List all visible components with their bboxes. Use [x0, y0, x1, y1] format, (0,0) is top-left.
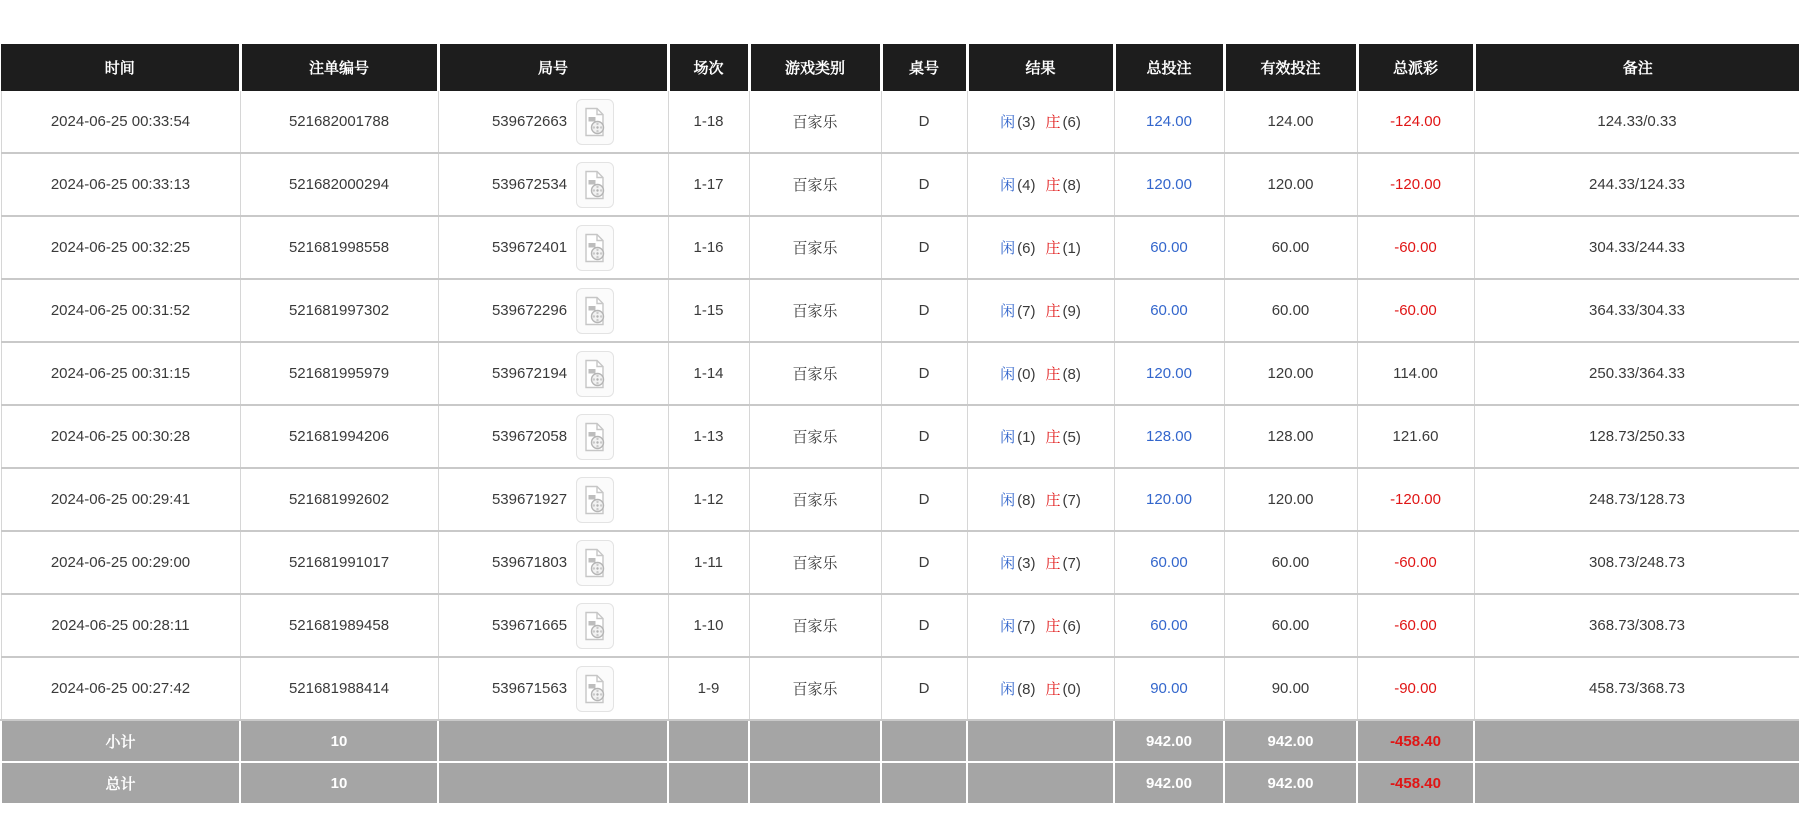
- video-replay-icon: [583, 422, 607, 452]
- video-replay-button[interactable]: [576, 477, 614, 523]
- round-number: 539671563: [491, 680, 568, 697]
- cell-remark: 368.73/308.73: [1474, 594, 1799, 657]
- table-row: [1, 405, 1799, 468]
- grandtotal-row-result-empty: [967, 762, 1114, 804]
- result-player-score: (7): [1017, 303, 1036, 320]
- round-number: 539672194: [491, 365, 568, 382]
- cell-total-bet: 60.00: [1114, 594, 1224, 657]
- cell-time: 2024-06-25 00:29:41: [1, 468, 240, 531]
- cell-payout: -60.00: [1357, 279, 1474, 342]
- cell-remark: 124.33/0.33: [1474, 91, 1799, 153]
- video-replay-button[interactable]: [576, 225, 614, 271]
- cell-total-bet: 128.00: [1114, 405, 1224, 468]
- cell-payout: -60.00: [1357, 594, 1474, 657]
- cell-total-bet: 120.00: [1114, 342, 1224, 405]
- round-number: 539672058: [491, 428, 568, 445]
- column-header-table-no: 桌号: [881, 44, 967, 91]
- subtotal-row-count: 10: [240, 720, 438, 762]
- grandtotal-row-count: 10: [240, 762, 438, 804]
- video-replay-button[interactable]: [576, 162, 614, 208]
- grandtotal-row-game-type-empty: [749, 762, 881, 804]
- round-cell-inner: [440, 540, 667, 586]
- result-player-score: (6): [1017, 240, 1036, 257]
- cell-remark: 128.73/250.33: [1474, 405, 1799, 468]
- cell-payout: -90.00: [1357, 657, 1474, 720]
- video-replay-button[interactable]: [576, 603, 614, 649]
- round-cell-inner: [440, 99, 667, 145]
- subtotal-row-result-empty: [967, 720, 1114, 762]
- table-row: [1, 91, 1799, 153]
- cell-round-id: [438, 531, 668, 594]
- column-header-result: 结果: [967, 44, 1114, 91]
- cell-session: 1-17: [668, 153, 749, 216]
- cell-bet-id: 521682000294: [240, 153, 438, 216]
- cell-payout: -124.00: [1357, 91, 1474, 153]
- table-body: [1, 91, 1799, 720]
- result-banker-score: (7): [1062, 492, 1081, 509]
- result-banker-label: 庄: [1045, 114, 1061, 131]
- result-player-label: 闲: [1000, 681, 1016, 698]
- round-number: 539672534: [491, 176, 568, 193]
- cell-valid-bet: 120.00: [1224, 153, 1357, 216]
- cell-time: 2024-06-25 00:32:25: [1, 216, 240, 279]
- table-row: [1, 279, 1799, 342]
- video-replay-button[interactable]: [576, 414, 614, 460]
- cell-game-type: 百家乐: [749, 342, 881, 405]
- cell-total-bet: 120.00: [1114, 153, 1224, 216]
- cell-game-type: 百家乐: [749, 216, 881, 279]
- video-replay-icon: [583, 107, 607, 137]
- cell-bet-id: 521681998558: [240, 216, 438, 279]
- result-player-label: 闲: [1000, 240, 1016, 257]
- cell-round-id: [438, 657, 668, 720]
- cell-game-type: 百家乐: [749, 153, 881, 216]
- cell-result: [967, 531, 1114, 594]
- result-banker-score: (8): [1062, 366, 1081, 383]
- grandtotal-row-total-bet: 942.00: [1114, 762, 1224, 804]
- cell-session: 1-14: [668, 342, 749, 405]
- cell-time: 2024-06-25 00:33:54: [1, 91, 240, 153]
- cell-valid-bet: 90.00: [1224, 657, 1357, 720]
- result-banker-label: 庄: [1045, 492, 1061, 509]
- result-banker-score: (9): [1062, 303, 1081, 320]
- cell-session: 1-16: [668, 216, 749, 279]
- cell-valid-bet: 128.00: [1224, 405, 1357, 468]
- cell-round-id: [438, 279, 668, 342]
- video-replay-icon: [583, 296, 607, 326]
- round-cell-inner: [440, 225, 667, 271]
- result-player-score: (0): [1017, 366, 1036, 383]
- video-replay-button[interactable]: [576, 351, 614, 397]
- cell-valid-bet: 124.00: [1224, 91, 1357, 153]
- cell-total-bet: 120.00: [1114, 468, 1224, 531]
- cell-time: 2024-06-25 00:30:28: [1, 405, 240, 468]
- cell-bet-id: 521681989458: [240, 594, 438, 657]
- cell-table-no: D: [881, 216, 967, 279]
- column-header-game-type: 游戏类别: [749, 44, 881, 91]
- table-row: [1, 216, 1799, 279]
- column-header-valid-bet: 有效投注: [1224, 44, 1357, 91]
- video-replay-icon: [583, 170, 607, 200]
- cell-result: [967, 216, 1114, 279]
- result-player-score: (3): [1017, 555, 1036, 572]
- round-number: 539672401: [491, 239, 568, 256]
- cell-bet-id: 521682001788: [240, 91, 438, 153]
- result-player-label: 闲: [1000, 555, 1016, 572]
- table-row: [1, 342, 1799, 405]
- cell-table-no: D: [881, 594, 967, 657]
- cell-round-id: [438, 342, 668, 405]
- cell-game-type: 百家乐: [749, 91, 881, 153]
- subtotal-row-remark-empty: [1474, 720, 1799, 762]
- video-replay-icon: [583, 485, 607, 515]
- cell-time: 2024-06-25 00:31:52: [1, 279, 240, 342]
- column-header-total-bet: 总投注: [1114, 44, 1224, 91]
- cell-session: 1-12: [668, 468, 749, 531]
- cell-valid-bet: 60.00: [1224, 531, 1357, 594]
- result-player-label: 闲: [1000, 177, 1016, 194]
- cell-bet-id: 521681995979: [240, 342, 438, 405]
- round-cell-inner: [440, 414, 667, 460]
- result-player-label: 闲: [1000, 429, 1016, 446]
- video-replay-button[interactable]: [576, 540, 614, 586]
- result-player-score: (8): [1017, 492, 1036, 509]
- cell-remark: 244.33/124.33: [1474, 153, 1799, 216]
- cell-payout: -120.00: [1357, 153, 1474, 216]
- cell-total-bet: 90.00: [1114, 657, 1224, 720]
- cell-time: 2024-06-25 00:27:42: [1, 657, 240, 720]
- round-number: 539672296: [491, 302, 568, 319]
- round-number: 539671665: [491, 617, 568, 634]
- cell-remark: 308.73/248.73: [1474, 531, 1799, 594]
- grandtotal-row-session-empty: [668, 762, 749, 804]
- video-replay-icon: [583, 674, 607, 704]
- cell-total-bet: 124.00: [1114, 91, 1224, 153]
- video-replay-icon: [583, 611, 607, 641]
- cell-game-type: 百家乐: [749, 657, 881, 720]
- cell-total-bet: 60.00: [1114, 279, 1224, 342]
- result-banker-label: 庄: [1045, 618, 1061, 635]
- cell-payout: 121.60: [1357, 405, 1474, 468]
- grandtotal-row-valid-bet: 942.00: [1224, 762, 1357, 804]
- cell-valid-bet: 120.00: [1224, 468, 1357, 531]
- cell-time: 2024-06-25 00:31:15: [1, 342, 240, 405]
- cell-bet-id: 521681991017: [240, 531, 438, 594]
- cell-session: 1-18: [668, 91, 749, 153]
- table-row: [1, 594, 1799, 657]
- subtotal-row: [1, 720, 1799, 762]
- cell-game-type: 百家乐: [749, 279, 881, 342]
- table-row: [1, 468, 1799, 531]
- cell-bet-id: 521681994206: [240, 405, 438, 468]
- header-row: [1, 44, 1799, 91]
- cell-remark: 304.33/244.33: [1474, 216, 1799, 279]
- result-player-label: 闲: [1000, 366, 1016, 383]
- cell-total-bet: 60.00: [1114, 216, 1224, 279]
- cell-payout: -120.00: [1357, 468, 1474, 531]
- result-banker-score: (7): [1062, 555, 1081, 572]
- column-header-remark: 备注: [1474, 44, 1799, 91]
- video-replay-icon: [583, 359, 607, 389]
- result-player-label: 闲: [1000, 303, 1016, 320]
- subtotal-row-session-empty: [668, 720, 749, 762]
- grandtotal-row-remark-empty: [1474, 762, 1799, 804]
- cell-table-no: D: [881, 279, 967, 342]
- cell-game-type: 百家乐: [749, 468, 881, 531]
- cell-session: 1-11: [668, 531, 749, 594]
- cell-result: [967, 657, 1114, 720]
- cell-round-id: [438, 153, 668, 216]
- round-cell-inner: [440, 351, 667, 397]
- cell-valid-bet: 120.00: [1224, 342, 1357, 405]
- cell-table-no: D: [881, 91, 967, 153]
- grandtotal-row-label: 总计: [1, 762, 240, 804]
- bet-records-table: [0, 44, 1799, 805]
- cell-table-no: D: [881, 468, 967, 531]
- cell-table-no: D: [881, 405, 967, 468]
- subtotal-row-table-no-empty: [881, 720, 967, 762]
- cell-table-no: D: [881, 531, 967, 594]
- column-header-time: 时间: [1, 44, 240, 91]
- cell-payout: -60.00: [1357, 531, 1474, 594]
- grandtotal-row-table-no-empty: [881, 762, 967, 804]
- cell-result: [967, 279, 1114, 342]
- result-banker-label: 庄: [1045, 681, 1061, 698]
- table-header: [1, 44, 1799, 91]
- result-banker-score: (1): [1062, 240, 1081, 257]
- cell-round-id: [438, 594, 668, 657]
- grandtotal-row-payout: -458.40: [1357, 762, 1474, 804]
- result-banker-score: (6): [1062, 114, 1081, 131]
- subtotal-row-label: 小计: [1, 720, 240, 762]
- cell-time: 2024-06-25 00:29:00: [1, 531, 240, 594]
- table-row: [1, 657, 1799, 720]
- result-player-score: (3): [1017, 114, 1036, 131]
- cell-time: 2024-06-25 00:33:13: [1, 153, 240, 216]
- cell-bet-id: 521681992602: [240, 468, 438, 531]
- column-header-session: 场次: [668, 44, 749, 91]
- round-cell-inner: [440, 162, 667, 208]
- result-player-score: (7): [1017, 618, 1036, 635]
- cell-result: [967, 468, 1114, 531]
- cell-remark: 250.33/364.33: [1474, 342, 1799, 405]
- cell-result: [967, 153, 1114, 216]
- round-number: 539672663: [491, 113, 568, 130]
- cell-game-type: 百家乐: [749, 531, 881, 594]
- result-banker-score: (5): [1062, 429, 1081, 446]
- round-cell-inner: [440, 603, 667, 649]
- cell-session: 1-15: [668, 279, 749, 342]
- round-number: 539671927: [491, 491, 568, 508]
- cell-game-type: 百家乐: [749, 405, 881, 468]
- grandtotal-row: [1, 762, 1799, 804]
- cell-session: 1-13: [668, 405, 749, 468]
- cell-round-id: [438, 468, 668, 531]
- video-replay-icon: [583, 548, 607, 578]
- cell-remark: 364.33/304.33: [1474, 279, 1799, 342]
- video-replay-button[interactable]: [576, 99, 614, 145]
- table-row: [1, 531, 1799, 594]
- subtotal-row-valid-bet: 942.00: [1224, 720, 1357, 762]
- cell-round-id: [438, 91, 668, 153]
- video-replay-button[interactable]: [576, 288, 614, 334]
- result-player-label: 闲: [1000, 114, 1016, 131]
- round-cell-inner: [440, 288, 667, 334]
- cell-valid-bet: 60.00: [1224, 594, 1357, 657]
- cell-round-id: [438, 405, 668, 468]
- cell-time: 2024-06-25 00:28:11: [1, 594, 240, 657]
- round-cell-inner: [440, 477, 667, 523]
- cell-session: 1-10: [668, 594, 749, 657]
- video-replay-button[interactable]: [576, 666, 614, 712]
- cell-table-no: D: [881, 153, 967, 216]
- table-row: [1, 153, 1799, 216]
- cell-round-id: [438, 216, 668, 279]
- result-banker-score: (0): [1062, 681, 1081, 698]
- cell-table-no: D: [881, 657, 967, 720]
- cell-game-type: 百家乐: [749, 594, 881, 657]
- cell-session: 1-9: [668, 657, 749, 720]
- cell-valid-bet: 60.00: [1224, 216, 1357, 279]
- cell-bet-id: 521681997302: [240, 279, 438, 342]
- cell-remark: 458.73/368.73: [1474, 657, 1799, 720]
- subtotal-row-game-type-empty: [749, 720, 881, 762]
- cell-result: [967, 342, 1114, 405]
- result-player-score: (8): [1017, 681, 1036, 698]
- result-player-score: (4): [1017, 177, 1036, 194]
- result-player-label: 闲: [1000, 492, 1016, 509]
- cell-result: [967, 594, 1114, 657]
- result-banker-score: (6): [1062, 618, 1081, 635]
- cell-valid-bet: 60.00: [1224, 279, 1357, 342]
- result-banker-label: 庄: [1045, 429, 1061, 446]
- result-banker-label: 庄: [1045, 366, 1061, 383]
- cell-total-bet: 60.00: [1114, 531, 1224, 594]
- result-banker-label: 庄: [1045, 177, 1061, 194]
- subtotal-row-payout: -458.40: [1357, 720, 1474, 762]
- cell-bet-id: 521681988414: [240, 657, 438, 720]
- result-banker-label: 庄: [1045, 555, 1061, 572]
- cell-result: [967, 91, 1114, 153]
- result-player-label: 闲: [1000, 618, 1016, 635]
- subtotal-row-round-id-empty: [438, 720, 668, 762]
- column-header-bet-id: 注单编号: [240, 44, 438, 91]
- grandtotal-row-round-id-empty: [438, 762, 668, 804]
- video-replay-icon: [583, 233, 607, 263]
- result-banker-score: (8): [1062, 177, 1081, 194]
- result-player-score: (1): [1017, 429, 1036, 446]
- cell-result: [967, 405, 1114, 468]
- cell-table-no: D: [881, 342, 967, 405]
- cell-payout: 114.00: [1357, 342, 1474, 405]
- result-banker-label: 庄: [1045, 303, 1061, 320]
- table-footer: [1, 720, 1799, 804]
- column-header-payout: 总派彩: [1357, 44, 1474, 91]
- subtotal-row-total-bet: 942.00: [1114, 720, 1224, 762]
- cell-payout: -60.00: [1357, 216, 1474, 279]
- cell-remark: 248.73/128.73: [1474, 468, 1799, 531]
- round-number: 539671803: [491, 554, 568, 571]
- column-header-round-id: 局号: [438, 44, 668, 91]
- round-cell-inner: [440, 666, 667, 712]
- result-banker-label: 庄: [1045, 240, 1061, 257]
